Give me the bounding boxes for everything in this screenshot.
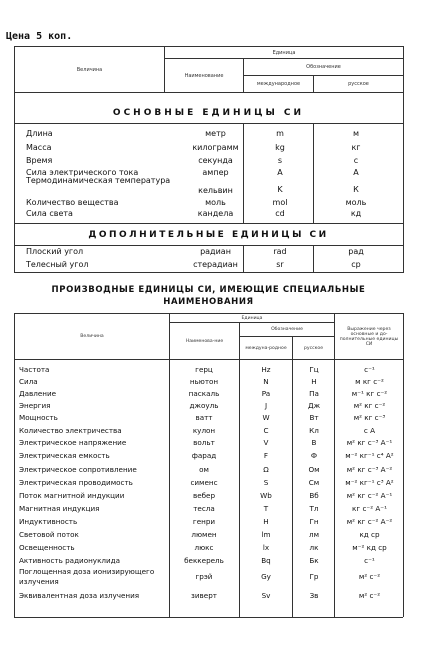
derived-header-table <box>14 313 404 360</box>
quantity-name: Освещенность <box>19 543 75 552</box>
frame-right <box>403 92 404 273</box>
expression: с А <box>363 426 376 435</box>
quantity-name: Плоский угол <box>26 247 84 256</box>
expression: м² кг с⁻² А⁻² <box>346 517 393 526</box>
unit-name: ом <box>199 465 209 474</box>
rus-symbol: Вт <box>309 413 319 422</box>
table-row <box>14 590 403 601</box>
quantity-name: Световой поток <box>19 530 79 539</box>
intl-symbol: rad <box>273 247 287 256</box>
rus-symbol: с <box>353 156 359 165</box>
rus-symbol: Па <box>309 389 319 398</box>
derived-title-line-1: ПРОИЗВОДНЫЕ ЕДИНИЦЫ СИ, ИМЕЮЩИЕ СПЕЦИАЛЬНЫЕ <box>51 285 366 295</box>
rus-symbol: В <box>311 438 317 447</box>
frame-right <box>403 359 404 617</box>
quantity-name: Телесный угол <box>26 260 89 269</box>
intl-symbol: H <box>263 517 269 526</box>
quantity-name: Термодинамическая температура <box>26 176 171 185</box>
rus-symbol: Зв <box>309 591 319 600</box>
rus-symbol: Кл <box>309 426 319 435</box>
price-label: Цена 5 коп. <box>6 31 73 42</box>
divider <box>14 223 403 224</box>
rus-symbol: лк <box>309 543 319 552</box>
intl-symbol: Wb <box>260 491 272 500</box>
divider <box>14 272 403 273</box>
rus-symbol: Ф <box>310 451 318 460</box>
list-item <box>14 142 403 153</box>
expression: м² с⁻² <box>358 572 381 581</box>
unit-name: ампер <box>202 168 229 177</box>
expression: кг с⁻² А⁻¹ <box>352 504 387 513</box>
rus-symbol: К <box>353 185 359 194</box>
intl-symbol: V <box>263 438 269 447</box>
derived-title-line-2: НАИМЕНОВАНИЯ <box>163 297 254 307</box>
table-row <box>14 388 403 399</box>
unit-name: генри <box>192 517 216 526</box>
rus-symbol: Гц <box>309 365 319 374</box>
quantity-name: Активность радионуклида <box>19 556 121 565</box>
unit-name: герц <box>195 365 213 374</box>
expression: м² кг с⁻³ А⁻² <box>346 465 393 474</box>
unit-name: фарад <box>191 451 217 460</box>
unit-name: тесла <box>193 504 215 513</box>
unit-name: кельвин <box>198 186 233 195</box>
table-row <box>14 364 403 375</box>
derived-header-international: междуна-родное <box>240 337 293 360</box>
unit-name: грэй <box>195 572 213 581</box>
header-quantity: Величина <box>15 47 165 93</box>
table-row <box>14 425 403 436</box>
intl-symbol: S <box>263 478 269 487</box>
derived-header-unit: Единица <box>170 314 335 323</box>
derived-units-title <box>14 284 403 308</box>
rus-symbol: Вб <box>309 491 319 500</box>
unit-name: беккерель <box>184 556 224 565</box>
intl-symbol: C <box>263 426 269 435</box>
supplementary-units-title: ДОПОЛНИТЕЛЬНЫЕ ЕДИНИЦЫ СИ <box>88 230 329 240</box>
expression: м⁻² кг⁻¹ с³ А² <box>345 478 394 487</box>
intl-symbol: Hz <box>261 365 271 374</box>
unit-name: сименс <box>190 478 218 487</box>
table-row <box>14 490 403 501</box>
quantity-name: Поглощенная доза ионизирующего излучения <box>19 567 155 586</box>
rus-symbol: лм <box>308 530 320 539</box>
quantity-name: Электрическое сопротивление <box>19 465 137 474</box>
rus-symbol: Ом <box>308 465 320 474</box>
rus-symbol: кг <box>351 143 361 152</box>
derived-header-name: Наименова-ние <box>170 323 240 360</box>
rus-symbol: ср <box>351 260 361 269</box>
table-row <box>14 503 403 514</box>
table-row <box>14 542 403 553</box>
intl-symbol: N <box>263 377 269 386</box>
quantity-name: Количество вещества <box>26 198 119 207</box>
unit-name: люкс <box>194 543 214 552</box>
header-unit: Единица <box>165 47 404 59</box>
quantity-name: Магнитная индукция <box>19 504 100 513</box>
table-row <box>14 400 403 411</box>
intl-symbol: Bq <box>261 556 271 565</box>
unit-name: джоуль <box>189 401 219 410</box>
quantity-name: Электрическая емкость <box>19 451 110 460</box>
intl-symbol: kg <box>275 143 285 152</box>
table-row <box>14 450 403 461</box>
unit-name: зиверт <box>191 591 217 600</box>
quantity-name: Масса <box>26 143 52 152</box>
divider <box>14 123 403 124</box>
unit-name: люмен <box>191 530 217 539</box>
intl-symbol: K <box>277 185 283 194</box>
intl-symbol: F <box>263 451 269 460</box>
rus-symbol: Н <box>311 377 317 386</box>
expression: м² кг с⁻² <box>353 401 386 410</box>
expression: м⁻² кд ср <box>352 543 387 552</box>
quantity-name: Частота <box>19 365 50 374</box>
rus-symbol: А <box>353 168 359 177</box>
rus-symbol: рад <box>348 247 364 256</box>
rus-symbol: См <box>308 478 320 487</box>
header-name: Наименование <box>165 59 244 93</box>
quantity-name: Время <box>26 156 53 165</box>
intl-symbol: s <box>277 156 283 165</box>
header-international: международное <box>244 76 314 93</box>
expression: м² с⁻² <box>358 591 381 600</box>
header-russian: русское <box>314 76 404 93</box>
quantity-name: Поток магнитной индукции <box>19 491 125 500</box>
quantity-name: Электрическое напряжение <box>19 438 127 447</box>
quantity-name: Длина <box>26 129 53 138</box>
list-item <box>14 176 403 196</box>
unit-name: ватт <box>195 413 213 422</box>
rus-symbol: м <box>352 129 360 138</box>
intl-symbol: Sv <box>261 591 271 600</box>
intl-symbol: Gy <box>261 572 271 581</box>
unit-name: вебер <box>192 491 216 500</box>
derived-header-russian: русское <box>293 337 335 360</box>
unit-name: паскаль <box>188 389 220 398</box>
quantity-name: Давление <box>19 389 57 398</box>
header-designation: Обозначение <box>244 59 404 76</box>
unit-name: кандела <box>197 209 234 218</box>
list-item <box>14 155 403 166</box>
intl-symbol: sr <box>276 260 284 269</box>
expression: с⁻¹ <box>364 365 375 374</box>
quantity-name: Количество электричества <box>19 426 122 435</box>
expression: м⁻¹ кг с⁻² <box>351 389 388 398</box>
base-units-title: ОСНОВНЫЕ ЕДИНИЦЫ СИ <box>112 108 305 118</box>
divider <box>14 617 403 618</box>
table-row <box>14 555 403 566</box>
unit-name: метр <box>205 129 226 138</box>
table-row <box>14 529 403 540</box>
rus-symbol: Гн <box>309 517 319 526</box>
rus-symbol: Гр <box>309 572 319 581</box>
expression: м⁻² кг⁻¹ с⁴ А² <box>345 451 394 460</box>
expression: м² кг с⁻³ А⁻¹ <box>346 438 393 447</box>
derived-header-designation: Обозначение <box>240 323 335 337</box>
list-item <box>14 246 403 257</box>
header-table <box>14 46 404 93</box>
table-row <box>14 412 403 423</box>
table-row <box>14 437 403 448</box>
quantity-name: Индуктивность <box>19 517 78 526</box>
quantity-name: Сила <box>19 377 38 386</box>
intl-symbol: mol <box>272 198 288 207</box>
table-row <box>14 477 403 488</box>
intl-symbol: lm <box>261 530 271 539</box>
quantity-name: Эквивалентная доза излучения <box>19 591 140 600</box>
quantity-name: Электрическая проводимость <box>19 478 133 487</box>
rus-symbol: Бк <box>309 556 319 565</box>
intl-symbol: T <box>263 504 269 513</box>
unit-name: вольт <box>193 438 215 447</box>
table-row <box>14 567 403 589</box>
expression: м² кг с⁻³ <box>353 413 386 422</box>
expression: с⁻¹ <box>364 556 375 565</box>
list-item <box>14 259 403 270</box>
rus-symbol: моль <box>345 198 367 207</box>
unit-name: килограмм <box>192 143 239 152</box>
unit-name: стерадиан <box>193 260 238 269</box>
intl-symbol: lx <box>262 543 270 552</box>
derived-header-quantity: Величина <box>15 314 170 360</box>
list-item <box>14 208 403 219</box>
intl-symbol: m <box>276 129 284 138</box>
intl-symbol: A <box>277 168 283 177</box>
table-row <box>14 464 403 475</box>
unit-name: ньютон <box>189 377 219 386</box>
rus-symbol: Дж <box>307 401 321 410</box>
list-item <box>14 128 403 139</box>
list-item <box>14 197 403 208</box>
unit-name: кулон <box>192 426 216 435</box>
table-row <box>14 376 403 387</box>
quantity-name: Сила света <box>26 209 73 218</box>
rus-symbol: кд <box>350 209 362 218</box>
expression: кд ср <box>359 530 380 539</box>
expression: м кг с⁻² <box>355 377 384 386</box>
intl-symbol: W <box>262 413 270 422</box>
rus-symbol: Тл <box>309 504 319 513</box>
table-row <box>14 516 403 527</box>
unit-name: радиан <box>200 247 231 256</box>
intl-symbol: Ω <box>263 465 269 474</box>
derived-header-expression: Выражение через основные и до-полнительные единицы СИ <box>335 314 404 360</box>
unit-name: моль <box>205 198 226 207</box>
quantity-name: Мощность <box>19 413 58 422</box>
quantity-name: Энергия <box>19 401 51 410</box>
quantity-name: Сила электрического тока <box>26 168 139 177</box>
unit-name: секунда <box>198 156 233 165</box>
intl-symbol: cd <box>275 209 285 218</box>
expression: м² кг с⁻² А⁻¹ <box>346 491 393 500</box>
intl-symbol: J <box>264 401 268 410</box>
intl-symbol: Pa <box>261 389 271 398</box>
